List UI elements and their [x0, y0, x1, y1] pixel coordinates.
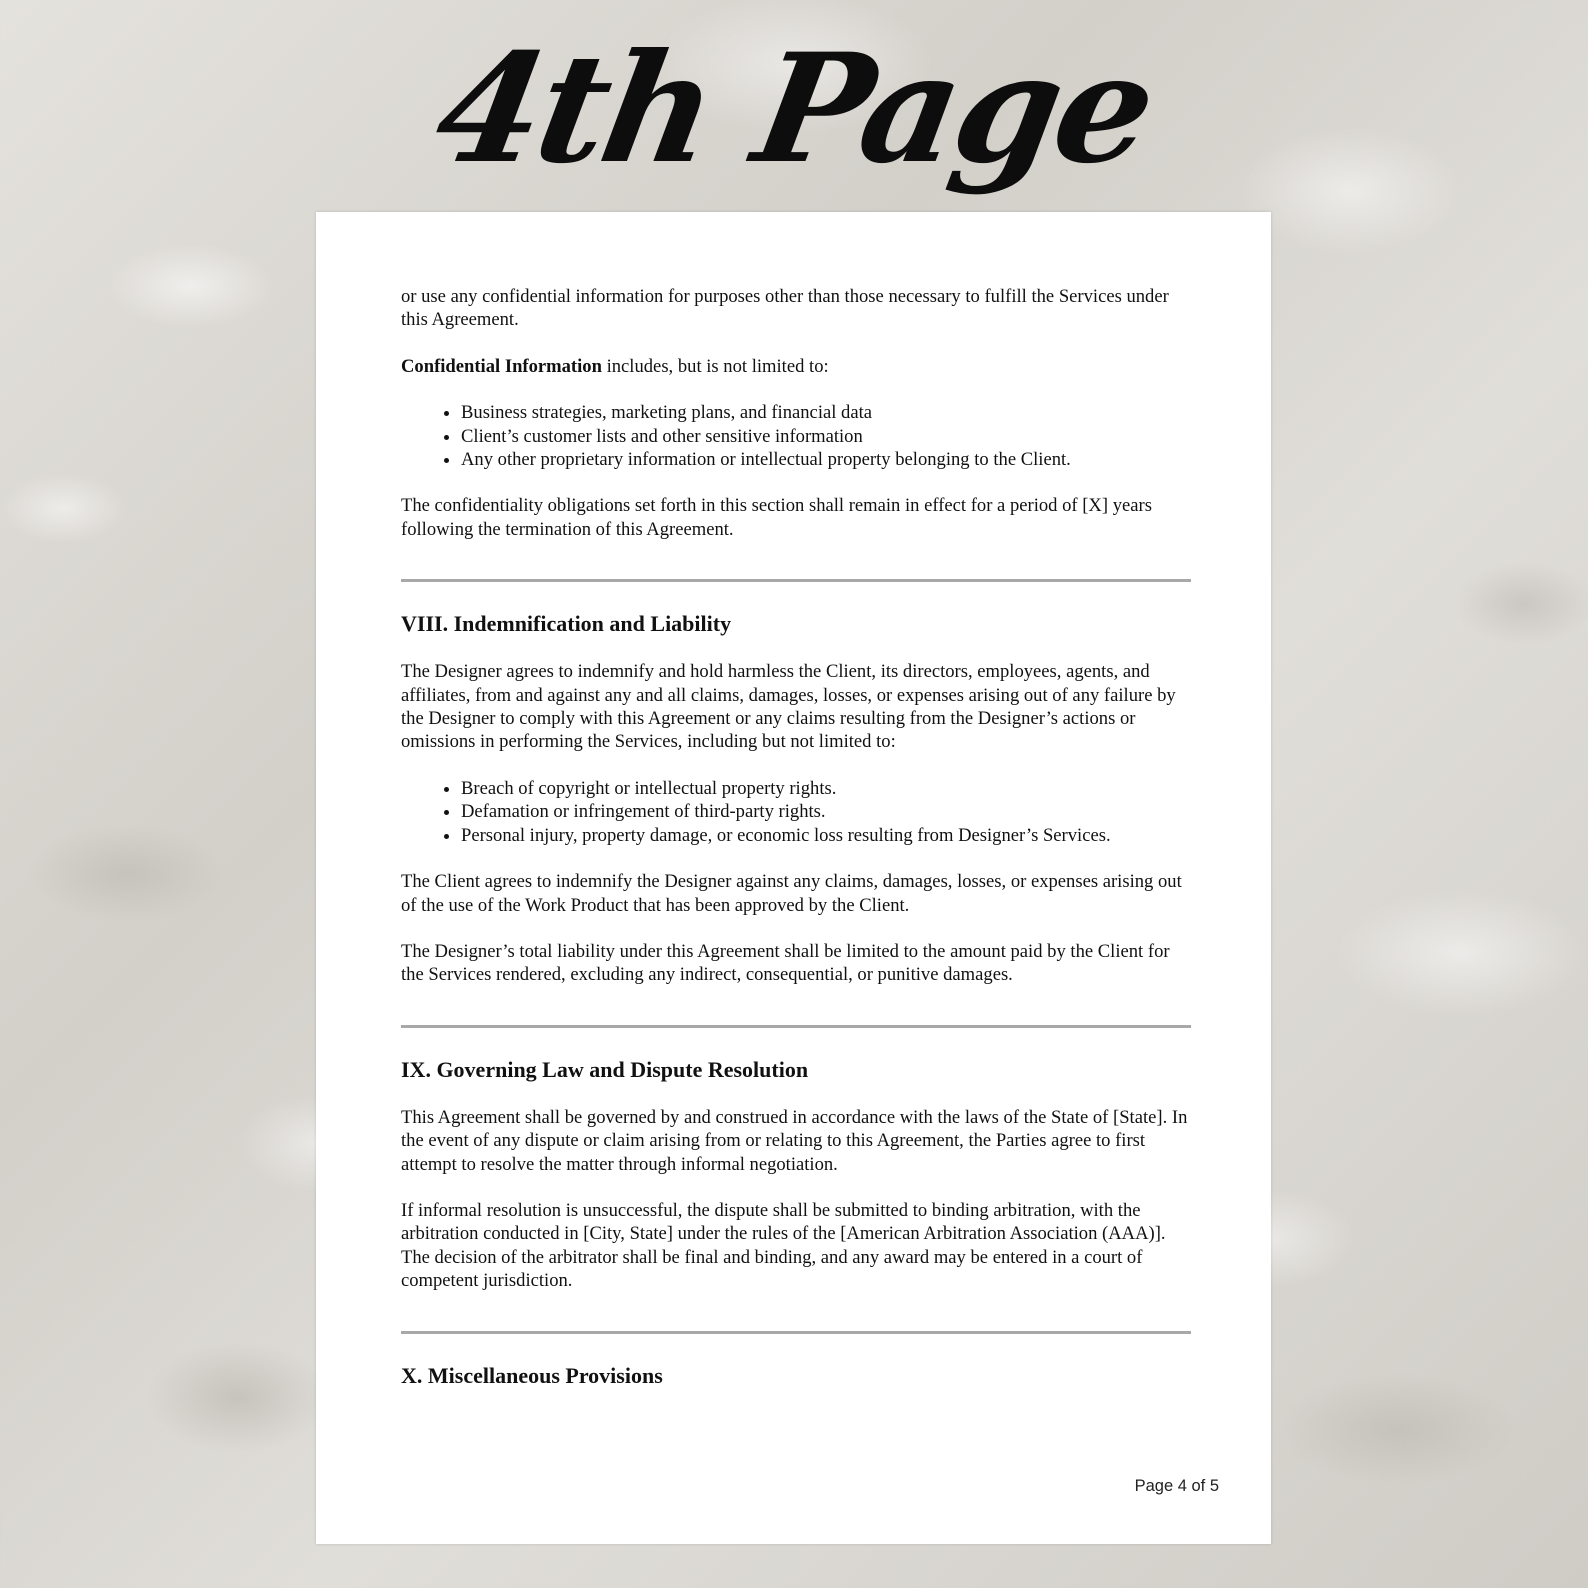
section-title-indemnification: VIII. Indemnification and Liability — [401, 611, 732, 637]
list-item: • Client’s customer lists and other sensitive information — [461, 425, 1191, 448]
section-title-governing-law: IX. Governing Law and Dispute Resolution — [401, 1056, 809, 1082]
list-item: • Business strategies, marketing plans, and financial data — [461, 401, 1191, 424]
intro-paragraph: or use any confidential information for purposes other than those necessary to fulfill the Services under this Agreement. — [401, 286, 1169, 331]
indemnification-paragraph-2: The Client agrees to indemnify the Designer against any claims, damages, losses, or expenses arising out of the use of the Work Product that has been approved by the Client. — [401, 871, 1182, 916]
document-page — [316, 212, 1271, 1544]
document-body — [401, 285, 1191, 1412]
list-item: • Personal injury, property damage, or economic loss resulting from Designer’s Services. — [461, 824, 1191, 847]
confidential-duration-paragraph: The confidentiality obligations set forth in this section shall remain in effect for a period of [X] years following the termination of this Agreement. — [401, 495, 1152, 540]
section-title-miscellaneous: X. Miscellaneous Provisions — [401, 1362, 663, 1388]
confidential-lead-text: includes, but is not limited to: — [601, 355, 829, 377]
governing-law-paragraph-1: This Agreement shall be governed by and construed in accordance with the laws of the State of [State]. In the event of any dispute or claim arising from or relating to this Agreement, the Parties agree to first attempt to resolve the matter through informal negotiation. — [401, 1106, 1188, 1175]
indemnification-list — [401, 777, 1191, 847]
list-item: • Defamation or infringement of third-party rights. — [461, 800, 1191, 823]
governing-law-paragraph-2: If informal resolution is unsuccessful, the dispute shall be submitted to binding arbitration, with the arbitration conducted in [City, State] under the rules of the [American Arbitration Association (AAA)]. The decision of the arbitrator shall be final and binding, and any award may be entered in a court of competent jurisdiction. — [401, 1199, 1166, 1292]
confidential-list — [401, 401, 1191, 471]
indemnification-paragraph-1: The Designer agrees to indemnify and hold harmless the Client, its directors, employees, agents, and affiliates, from and against any and all claims, damages, losses, or expenses arising out of any failure by the Designer to comply with this Agreement or any claims resulting from the Designer’s actions or omissions in performing the Services, including but not limited to: — [401, 661, 1176, 753]
list-item: • Any other proprietary information or intellectual property belonging to the Client. — [461, 448, 1191, 471]
indemnification-paragraph-3: The Designer’s total liability under this Agreement shall be limited to the amount paid by the Client for the Services rendered, excluding any indirect, consequential, or punitive damages. — [401, 940, 1170, 986]
page-heading: 4th Page — [423, 21, 1165, 197]
page-number: Page 4 of 5 — [1134, 1477, 1219, 1495]
section-divider — [401, 579, 1191, 582]
list-item: • Breach of copyright or intellectual property rights. — [461, 777, 1191, 800]
section-divider — [401, 1331, 1191, 1334]
confidential-lead-paragraph — [401, 355, 1191, 378]
section-divider — [401, 1025, 1191, 1028]
confidential-term: Confidential Information — [401, 355, 602, 377]
